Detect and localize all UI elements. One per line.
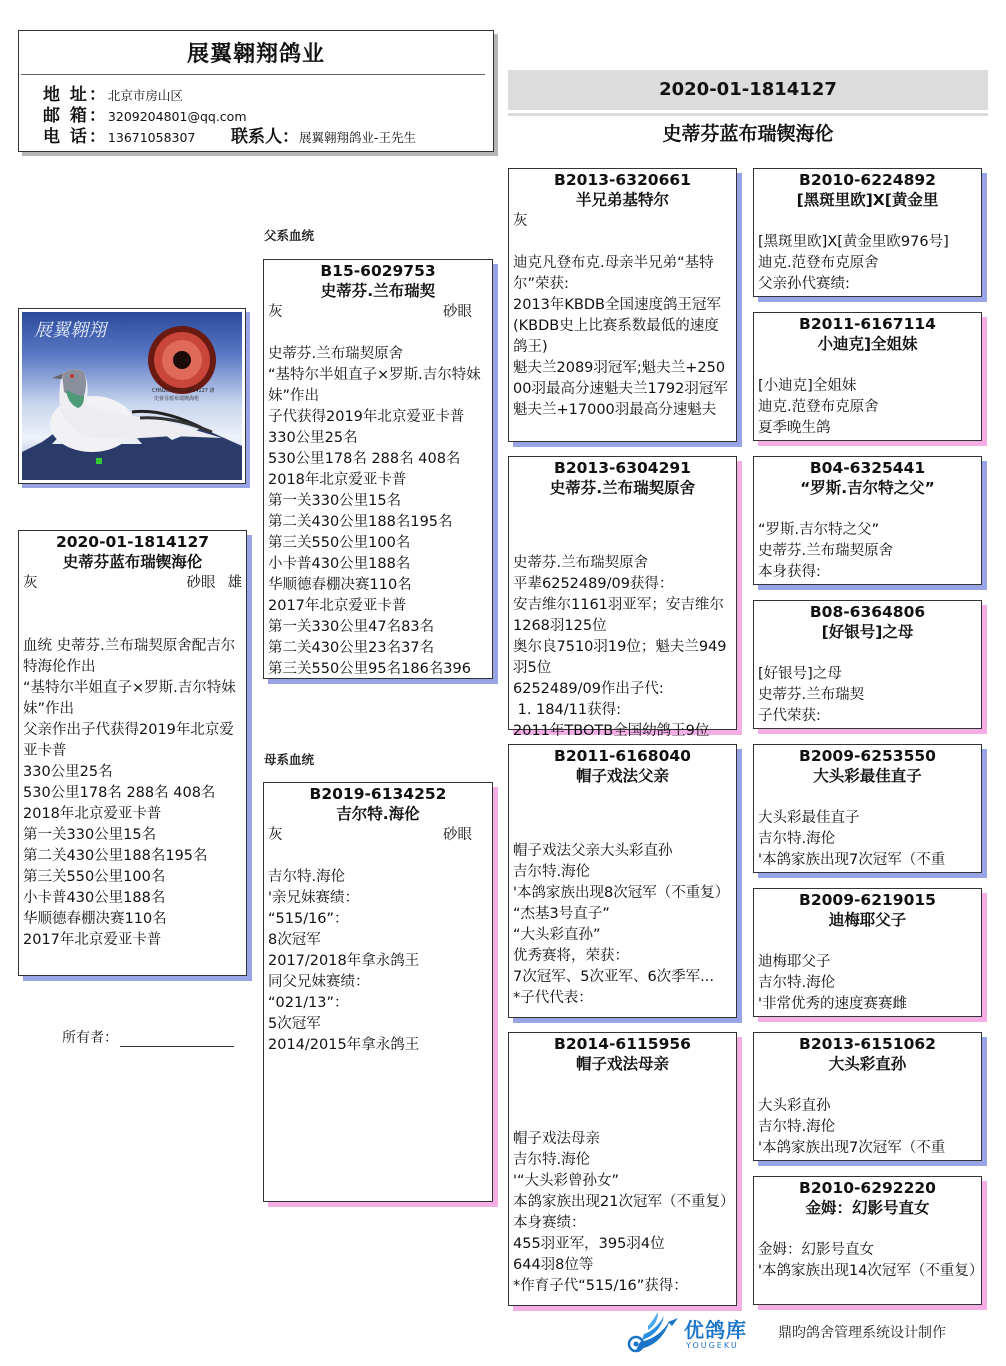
dam-line-label: 母系血统: [264, 752, 315, 767]
footer: [622, 1310, 1002, 1360]
sire-card: [263, 259, 493, 679]
note-line: “罗斯.吉尔特之父”: [758, 522, 880, 538]
note-line: 2013年KBDB全国速度鸽王冠军(KBDB史上比赛系数最低的速度鸽王): [513, 297, 721, 355]
note-line: “基特尔半姐直子×罗斯.吉尔特妹妹”作出: [268, 367, 481, 404]
great-grandparent-ring: B04-6325441: [809, 459, 926, 477]
sire-eye: 砂眼: [443, 304, 472, 320]
note-line: “021/13”：: [268, 995, 349, 1011]
subject-card: [18, 530, 247, 976]
address-row: [43, 85, 183, 106]
note-line: 8次冠军: [268, 932, 321, 948]
great-grandparent-card-3: [753, 456, 982, 585]
grandparent-ring: B2011-6168040: [554, 747, 691, 765]
great-grandparent-card-2: [753, 312, 982, 441]
owner-field: [62, 1027, 234, 1047]
subject-sex: 雄: [227, 575, 242, 591]
note-line: 455羽亚军，395羽4位: [513, 1236, 665, 1252]
note-line: 魁夫兰2089羽冠军;魁夫兰+25000羽最高分速魁夫兰1792羽冠军: [513, 360, 728, 397]
owner-blank-line[interactable]: [120, 1031, 234, 1047]
note-line: 第三关550公里100名: [23, 869, 166, 885]
note-line: “大头彩直孙”: [513, 927, 601, 943]
note-line: 大头彩最佳直子: [758, 810, 860, 826]
note-line: 华顺德春棚决赛110名: [268, 577, 412, 593]
great-grandparent-name: 大头彩最佳直子: [813, 767, 922, 785]
footer-credit: 鼎昀鸽舍管理系统设计制作: [778, 1325, 946, 1341]
note-line: '“大头彩曾孙女”: [513, 1173, 620, 1189]
note-line: 帽子戏法父亲大头彩直孙: [513, 843, 673, 859]
note-line: 史蒂芬.兰布瑞契: [758, 687, 865, 703]
note-line: 本鸽家族出现21次冠军（不重复）: [513, 1194, 735, 1210]
pigeon-photo-frame: [18, 308, 246, 484]
note-line: 子代获得2019年北京爱亚卡普: [268, 409, 465, 425]
phone-row: [43, 127, 195, 148]
subject-notes: [23, 636, 242, 951]
dam-name: 吉尔特.海伦: [336, 805, 420, 823]
grandparent-ring: B2013-6320661: [554, 171, 691, 189]
note-line: 644羽8位等: [513, 1257, 594, 1273]
note-line: 父亲作出子代获得2019年北京爱亚卡普: [23, 722, 234, 759]
grandparent-card-2: [508, 456, 737, 739]
great-grandparent-notes: [758, 1096, 977, 1159]
great-grandparent-name: 大头彩直孙: [828, 1055, 907, 1073]
dam-ring: B2019-6134252: [309, 785, 447, 803]
great-grandparent-name: “罗斯.吉尔特之父”: [800, 479, 935, 497]
note-line: 父亲孙代赛绩:: [758, 276, 850, 292]
great-grandparent-notes: [758, 520, 977, 583]
subject-name-title: 史蒂芬蓝布瑞锲海伦: [662, 123, 834, 145]
grandparent-name: 史蒂芬.兰布瑞契原舍: [549, 479, 696, 497]
note-line: '非常优秀的速度赛赛雌: [758, 996, 907, 1012]
note-line: “515/16”：: [268, 911, 349, 927]
email-row: [43, 106, 247, 127]
note-line: 吉尔特.海伦: [758, 831, 836, 847]
note-line: 史蒂芬.兰布瑞契原舍: [268, 346, 404, 362]
subject-meta: [23, 573, 242, 594]
note-line: 第二关430公里23名37名: [268, 640, 435, 656]
sire-meta: [268, 302, 488, 323]
sire-color: 灰: [268, 304, 283, 320]
address-label: 地 址：: [43, 85, 108, 105]
dam-notes: [268, 867, 488, 1056]
dam-meta: [268, 825, 488, 846]
grandparent-ring: B2014-6115956: [554, 1035, 691, 1053]
great-grandparent-notes: [758, 1240, 984, 1282]
loft-name: 展翼翱翔鸽业: [186, 42, 325, 67]
note-line: [小迪克]全姐妹: [758, 378, 857, 394]
great-grandparent-card-1: [753, 168, 982, 297]
pigeon-illustration-icon: [22, 312, 242, 480]
photo-logo-text: 展翼翱翔: [34, 320, 106, 341]
note-line: '本鸽家族出现7次冠军（不重: [758, 852, 946, 868]
great-grandparent-ring: B2013-6151062: [799, 1035, 936, 1053]
great-grandparent-notes: [758, 664, 977, 727]
note-line: '亲兄妹赛绩：: [268, 890, 359, 906]
grandparent-name: 半兄弟基特尔: [575, 191, 669, 209]
sire-ring: B15-6029753: [320, 262, 436, 280]
note-line: 530公里178名 288名 408名: [23, 785, 216, 801]
dam-color: 灰: [268, 827, 283, 843]
great-grandparent-ring: B2010-6292220: [799, 1179, 936, 1197]
note-line: *作育子代“515/16”获得：: [513, 1278, 688, 1294]
note-line: 530公里178名 288名 408名: [268, 451, 461, 467]
note-line: 子代荣获:: [758, 708, 821, 724]
footer-brand: 优鸽库: [684, 1318, 747, 1342]
note-line: 优秀赛将，荣获：: [513, 948, 629, 964]
note-line: *子代代表：: [513, 990, 593, 1006]
note-line: 7次冠军、5次亚军、6次季军...: [513, 969, 715, 985]
great-grandparent-name: 金姆：幻影号直女: [805, 1199, 930, 1217]
phone-value: 13671058307: [107, 130, 196, 145]
note-line: 帽子戏法母亲: [513, 1131, 600, 1147]
note-line: 吉尔特.海伦: [513, 864, 591, 880]
banner-divider: [508, 113, 988, 116]
email-value: 3209204801@qq.com: [107, 109, 247, 124]
note-line: 血统 史蒂芬.兰布瑞契原舍配吉尔特海伦作出: [23, 638, 236, 675]
dam-card: [263, 782, 493, 1202]
note-line: 本身获得:: [758, 564, 821, 580]
contact-value: 展翼翱翔鸽业-王先生: [299, 130, 417, 145]
subject-ring: 2020-01-1814127: [55, 533, 210, 551]
note-line: 第三关550公里100名: [268, 535, 411, 551]
note-line: 第一关330公里15名: [268, 493, 402, 509]
sire-notes: [268, 344, 488, 680]
owner-label: 所有者：: [62, 1030, 118, 1046]
note-line: 第二关430公里188名195名: [268, 514, 453, 530]
note-line: 本身赛绩：: [513, 1215, 586, 1231]
grandparent-card-1: [508, 168, 737, 442]
dam-eye: 砂眼: [443, 827, 472, 843]
note-line: 小卡普430公里188名: [23, 890, 166, 906]
footer-brand-en: YOUGEKU: [686, 1341, 739, 1350]
note-line: 2017年北京爱亚卡普: [268, 598, 407, 614]
note-line: 1. 184/11获得:: [513, 702, 621, 718]
great-grandparent-name: [好银号]之母: [821, 623, 914, 641]
subject-ring-banner: 2020-01-1814127: [508, 70, 988, 110]
sire-name: 史蒂芬.兰布瑞契: [320, 282, 436, 300]
note-line: “基特尔半姐直子×罗斯.吉尔特妹妹”作出: [23, 680, 236, 717]
phone-label: 电 话：: [43, 127, 108, 147]
grandparent-notes: [513, 841, 732, 1009]
loft-info-card: [18, 30, 494, 152]
note-line: 吉尔特.海伦: [513, 1152, 591, 1168]
note-line: 大头彩直孙: [758, 1098, 831, 1114]
great-grandparent-name: [黑斑里欧]X[黄金里: [796, 191, 939, 209]
great-grandparent-ring: B2009-6253550: [799, 747, 936, 765]
note-line: 2014/2015年拿永鸽王: [268, 1037, 420, 1053]
grandparent-notes: [513, 253, 732, 421]
note-line: 夏季晚生鸽: [758, 420, 831, 436]
great-grandparent-card-5: [753, 744, 982, 873]
great-grandparent-name: 迪梅耶父子: [828, 911, 907, 929]
great-grandparent-notes: [758, 952, 977, 1015]
great-grandparent-ring: B2010-6224892: [799, 171, 936, 189]
note-line: 2011年TBOTB全国幼鸽王9位: [513, 723, 710, 739]
contact-label: 联系人：: [231, 127, 299, 147]
sire-line-label: 父系血统: [264, 228, 315, 243]
note-line: 第三关550公里95名186名396: [268, 661, 471, 677]
note-line: 吉尔特.海伦: [758, 975, 836, 991]
grandparent-ring: B2013-6304291: [554, 459, 691, 477]
header-divider: [21, 74, 485, 75]
note-line: 第一关330公里15名: [23, 827, 157, 843]
subject-eye: 砂眼: [186, 575, 216, 591]
pigeon-photo: [22, 312, 242, 480]
note-line: 330公里25名: [23, 764, 113, 780]
note-line: 平辈6252489/09获得：: [513, 576, 674, 592]
great-grandparent-card-8: [753, 1176, 982, 1305]
grandparent-card-3: [508, 744, 737, 1018]
grandparent-name: 帽子戏法父亲: [575, 767, 669, 785]
grandparent-name: 帽子戏法母亲: [575, 1055, 669, 1073]
note-line: 华顺德春棚决赛110名: [23, 911, 167, 927]
great-grandparent-notes: [758, 232, 977, 295]
great-grandparent-notes: [758, 808, 977, 871]
note-line: 第二关430公里188名195名: [23, 848, 208, 864]
note-line: 迪克凡登布克.母亲半兄弟“基特尔”荣获:: [513, 255, 714, 292]
photo-caption-ring: CHN2020-01-1814127 雄: [152, 388, 215, 394]
yougeku-logo-icon: [622, 1310, 682, 1356]
note-line: 迪克.范登布克原舍: [758, 255, 879, 271]
note-line: “杰基3号直子”: [513, 906, 610, 922]
great-grandparent-card-6: [753, 888, 982, 1017]
note-line: 魁夫兰+17000羽最高分速魁夫: [513, 402, 717, 418]
note-line: 2017/2018年拿永鸽王: [268, 953, 420, 969]
note-line: 330公里25名: [268, 430, 358, 446]
contact-row: [231, 127, 416, 148]
note-line: 第一关330公里47名83名: [268, 619, 435, 635]
note-line: 吉尔特.海伦: [758, 1119, 836, 1135]
note-line: 小卡普430公里188名: [268, 556, 411, 572]
note-line: 金姆：幻影号直女: [758, 1242, 874, 1258]
note-line: 安吉维尔1161羽亚军；安吉维尔1268羽125位: [513, 597, 724, 634]
subject-name: 史蒂芬蓝布瑞锲海伦: [62, 553, 203, 571]
note-line: [好银号]之母: [758, 666, 842, 682]
note-line: 6252489/09作出子代:: [513, 681, 664, 697]
address-value: 北京市房山区: [107, 88, 183, 103]
note-line: '本鸽家族出现8次冠军（不重复）: [513, 885, 730, 901]
note-line: 5次冠军: [268, 1016, 321, 1032]
great-grandparent-ring: B08-6364806: [809, 603, 926, 621]
great-grandparent-notes: [758, 376, 977, 439]
note-line: 2018年北京爱亚卡普: [268, 472, 407, 488]
note-line: 奥尔良7510羽19位；魁夫兰949羽5位: [513, 639, 727, 676]
photo-caption-name: 史蒂芬蓝布瑞锲海伦: [154, 396, 200, 402]
note-line: '本鸽家族出现7次冠军（不重: [758, 1140, 946, 1156]
note-line: 史蒂芬.兰布瑞契原舍: [758, 543, 894, 559]
note-line: 同父兄妹赛绩：: [268, 974, 370, 990]
note-line: 迪梅耶父子: [758, 954, 831, 970]
email-label: 邮 箱：: [43, 106, 108, 126]
note-line: '本鸽家族出现14次冠军（不重复）: [758, 1263, 984, 1279]
note-line: 2017年北京爱亚卡普: [23, 932, 162, 948]
grandparent-color: 灰: [513, 213, 528, 229]
great-grandparent-card-4: [753, 600, 982, 729]
grandparent-notes: [513, 1129, 735, 1297]
note-line: 吉尔特.海伦: [268, 869, 346, 885]
great-grandparent-card-7: [753, 1032, 982, 1161]
great-grandparent-name: 小迪克]全姐妹: [817, 335, 918, 353]
great-grandparent-ring: B2009-6219015: [799, 891, 936, 909]
great-grandparent-ring: B2011-6167114: [799, 315, 936, 333]
subject-color: 灰: [23, 575, 38, 591]
note-line: 迪克.范登布克原舍: [758, 399, 879, 415]
grandparent-card-4: [508, 1032, 737, 1306]
note-line: 史蒂芬.兰布瑞契原舍: [513, 555, 649, 571]
note-line: [黑斑里欧]X[黄金里欧976号]: [758, 234, 949, 250]
grandparent-notes: [513, 553, 732, 742]
note-line: 2018年北京爱亚卡普: [23, 806, 162, 822]
